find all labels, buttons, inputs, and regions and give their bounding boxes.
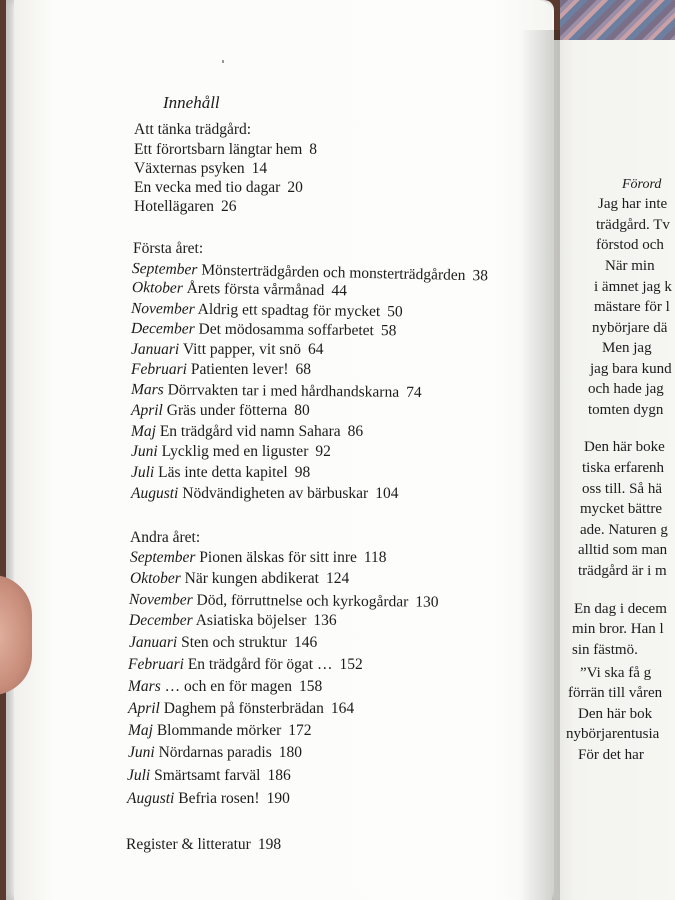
toc-entry: Juni Nördarnas paradis 180 (128, 744, 303, 761)
toc-entry: Februari Patienten lever! 68 (131, 361, 312, 378)
toc-entry: November Aldrig ett spadtag för mycket 50 (130, 300, 403, 321)
right-page-line: oss till. Så hä (582, 481, 663, 497)
toc-entry-register: Register & litteratur 198 (126, 836, 282, 853)
right-page-line: sin fästmö. (572, 642, 638, 658)
toc-entry: Oktober När kungen abdikerat 124 (130, 570, 350, 587)
toc-entry: Mars … och en för magen 158 (128, 678, 323, 695)
toc-entry: Augusti Befria rosen! 190 (127, 790, 290, 807)
toc-entry: Juli Läs inte detta kapitel 98 (131, 464, 311, 481)
right-page-line: trädgård är i m (578, 563, 667, 579)
right-page-line: ade. Naturen g (580, 522, 668, 538)
toc-entry: September Mönsterträdgården och monsterträdgården 38 (131, 260, 489, 285)
toc-title: Innehåll (163, 93, 220, 112)
right-page-line: ”Vi ska få g (580, 665, 652, 681)
right-page-line: mästare för l (594, 299, 670, 315)
right-page-line: min bror. Han l (572, 621, 664, 637)
toc-entry: December Asiatiska böjelser 136 (129, 612, 337, 629)
toc-entry: Hotellägaren 26 (134, 198, 237, 215)
toc-entry: Mars Dörrvakten tar i med hårdhandskarna 74 (130, 381, 422, 402)
right-page-line: En dag i decem (574, 601, 667, 617)
right-page-heading: Förord (622, 177, 662, 192)
toc-entry: Maj Blommande mörker 172 (128, 722, 312, 739)
right-page-line: Den här boke (584, 439, 665, 455)
right-page-line: i ämnet jag k (594, 279, 672, 295)
right-page-line: nybörjare dä (592, 320, 668, 336)
right-page-line: och hade jag (588, 381, 664, 397)
right-page-line: tiska erfarenh (582, 460, 665, 476)
toc-entry: Ett förortsbarn längtar hem 8 (134, 141, 318, 158)
toc-entry: Februari En trädgård för ögat … 152 (128, 656, 363, 673)
right-page-line: jag bara kund (590, 361, 672, 377)
right-page-line: Den här bok (578, 706, 653, 722)
section-heading: Andra året: (130, 529, 201, 546)
toc-entry: En vecka med tio dagar 20 (134, 179, 303, 196)
right-page-line: trädgård. Tv (596, 217, 670, 233)
toc-entry: Maj En trädgård vid namn Sahara 86 (131, 423, 364, 440)
toc-entry: April Gräs under fötterna 80 (131, 402, 310, 419)
toc-entry: Januari Sten och struktur 146 (129, 634, 318, 651)
toc-entry: April Daghem på fönsterbrädan 164 (128, 700, 355, 717)
toc-entry: November Död, förruttnelse och kyrkogårdar 130 (128, 591, 439, 611)
toc-entry: Växternas psyken 14 (134, 160, 268, 177)
toc-entry: Juni Lycklig med en liguster 92 (131, 443, 331, 460)
toc-entry: Januari Vitt papper, vit snö 64 (131, 341, 324, 358)
right-page-line: nybörjarentusia (566, 726, 660, 742)
section-heading: Första året: (133, 240, 204, 257)
right-page-line: tomten dygn (588, 402, 664, 418)
right-page-line: mycket bättre (580, 501, 663, 517)
section-heading: Att tänka trädgård: (134, 121, 252, 138)
right-page-line: förstod och (596, 237, 664, 253)
toc-entry: December Det mödosamma soffarbetet 58 (130, 320, 397, 340)
right-page-line: alltid som man (578, 542, 668, 558)
toc-entry: September Pionen älskas för sitt inre 118 (130, 549, 387, 566)
right-page-line: förrän till våren (568, 685, 663, 701)
right-page-line: När min (605, 258, 655, 274)
toc-entry: Juli Smärtsamt farväl 186 (127, 767, 291, 784)
toc-entry: Augusti Nödvändigheten av bärbuskar 104 (131, 485, 399, 502)
toc-entry: Oktober Årets första vårmånad 44 (131, 279, 348, 300)
right-page-line: Men jag (602, 340, 652, 356)
right-page-line: För det har (578, 747, 644, 763)
right-page-line: Jag har inte (598, 196, 668, 212)
